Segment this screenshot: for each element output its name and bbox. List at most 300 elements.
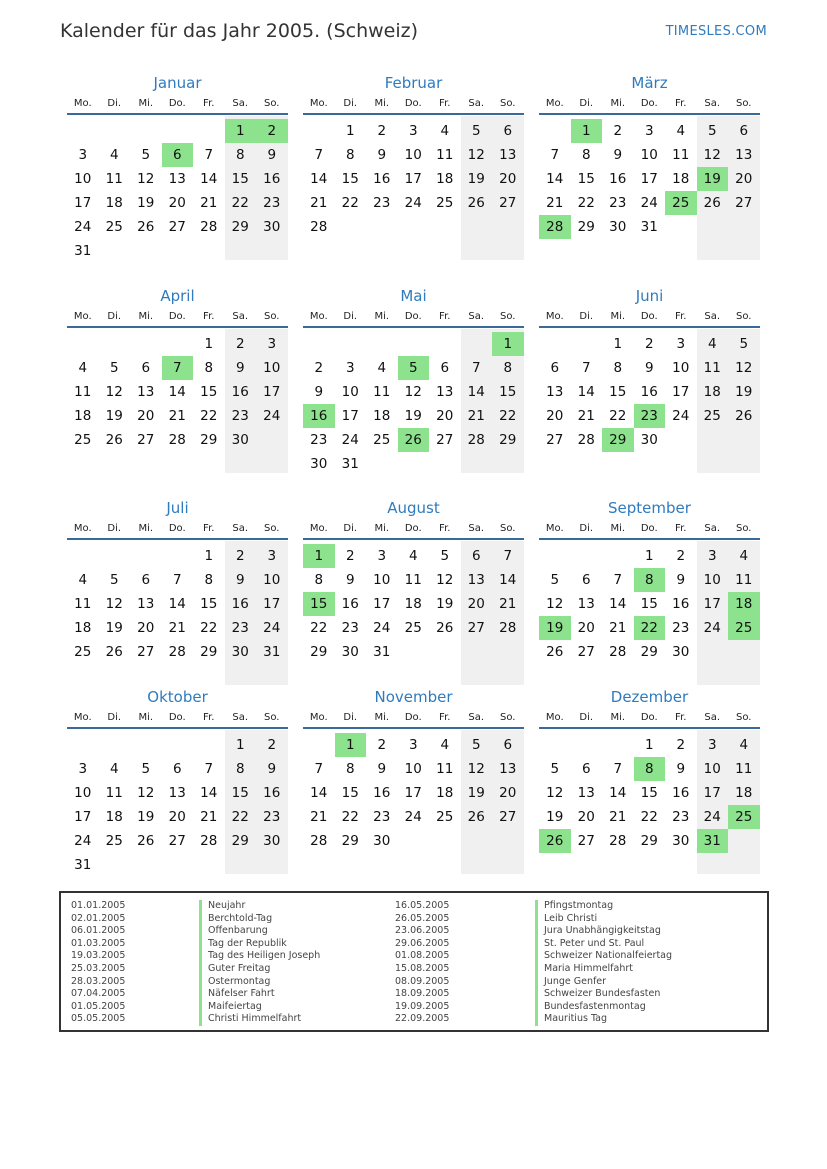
day-cell: 28 [310, 219, 328, 235]
day-cell: 3 [267, 548, 277, 564]
day-cell: 9 [676, 572, 686, 588]
header-rule [303, 113, 524, 115]
weekday-header: Sa. [468, 523, 485, 534]
day-cell: 8 [503, 360, 513, 376]
day-cell: 3 [408, 123, 418, 139]
day-cell: 20 [577, 620, 595, 636]
day-cell: 2 [644, 336, 654, 352]
day-cell: 5 [440, 548, 450, 564]
legend-date: 19.03.2005 [71, 950, 126, 962]
day-cell: 21 [200, 809, 218, 825]
day-cell: 5 [471, 123, 481, 139]
holiday-day-cell: 28 [539, 215, 571, 239]
day-cell: 18 [373, 408, 391, 424]
day-cell: 7 [172, 572, 182, 588]
weekday-header: Fr. [203, 712, 215, 723]
day-cell: 29 [640, 644, 658, 660]
day-cell: 1 [613, 336, 623, 352]
day-cell: 5 [707, 123, 717, 139]
holiday-day-cell: 18 [728, 592, 760, 616]
day-cell: 14 [200, 785, 218, 801]
day-cell: 12 [137, 171, 155, 187]
day-cell: 9 [267, 147, 277, 163]
weekday-header: So. [264, 98, 280, 109]
month-calendar [303, 498, 524, 688]
weekday-header: Sa. [232, 311, 249, 322]
holiday-day-cell: 1 [492, 332, 524, 356]
day-cell: 29 [200, 432, 218, 448]
weekday-header: Di. [579, 98, 594, 109]
weekday-header: Fr. [439, 98, 451, 109]
weekday-header: Sa. [704, 523, 721, 534]
weekday-header: Mo. [309, 712, 328, 723]
day-cell: 14 [467, 384, 485, 400]
holiday-day-cell: 23 [634, 404, 666, 428]
day-cell: 13 [436, 384, 454, 400]
day-cell: 16 [373, 171, 391, 187]
day-cell: 19 [137, 809, 155, 825]
day-cell: 20 [168, 809, 186, 825]
holiday-day-cell: 25 [665, 191, 697, 215]
day-cell: 17 [373, 596, 391, 612]
day-cell: 12 [436, 572, 454, 588]
legend-date: 01.08.2005 [395, 950, 450, 962]
day-cell: 29 [231, 219, 249, 235]
day-cell: 23 [231, 408, 249, 424]
weekday-header: So. [500, 523, 516, 534]
day-cell: 23 [263, 809, 281, 825]
month-name: November [374, 688, 453, 706]
day-cell: 11 [672, 147, 690, 163]
weekday-header: Fr. [203, 311, 215, 322]
day-cell: 1 [644, 548, 654, 564]
day-cell: 4 [78, 360, 88, 376]
day-cell: 13 [546, 384, 564, 400]
day-cell: 10 [703, 572, 721, 588]
legend-date: 01.05.2005 [71, 1000, 126, 1012]
day-cell: 22 [499, 408, 517, 424]
day-cell: 17 [404, 785, 422, 801]
legend-holiday-name: Näfelser Fahrt [199, 988, 320, 1001]
holiday-day-cell: 8 [634, 757, 666, 781]
day-cell: 27 [735, 195, 753, 211]
day-cell: 24 [74, 833, 92, 849]
day-cell: 21 [168, 408, 186, 424]
day-cell: 14 [499, 572, 517, 588]
legend-holiday-name: Christi Himmelfahrt [199, 1013, 320, 1026]
day-cell: 24 [263, 620, 281, 636]
month-name: Juni [635, 287, 664, 305]
day-cell: 6 [471, 548, 481, 564]
holiday-legend [59, 891, 769, 1032]
day-cell: 15 [640, 596, 658, 612]
day-cell: 25 [74, 644, 92, 660]
day-cell: 8 [235, 761, 245, 777]
weekday-header: Mo. [545, 311, 564, 322]
day-cell: 13 [499, 147, 517, 163]
day-cell: 1 [204, 548, 214, 564]
month-name: August [387, 499, 440, 517]
day-cell: 14 [200, 171, 218, 187]
day-cell: 28 [168, 644, 186, 660]
weekday-header: Do. [404, 311, 422, 322]
day-cell: 18 [105, 809, 123, 825]
weekday-header: Di. [107, 523, 122, 534]
day-cell: 5 [141, 147, 151, 163]
day-cell: 28 [168, 432, 186, 448]
day-cell: 22 [609, 408, 627, 424]
legend-holiday-name: St. Peter und St. Paul [535, 938, 672, 951]
header-rule [303, 326, 524, 328]
weekday-header: Mo. [73, 311, 92, 322]
weekday-header: Mo. [309, 98, 328, 109]
day-cell: 22 [577, 195, 595, 211]
weekday-header: Do. [168, 712, 186, 723]
holiday-day-cell: 1 [571, 119, 603, 143]
day-cell: 16 [263, 785, 281, 801]
day-cell: 30 [231, 644, 249, 660]
header-rule [67, 326, 288, 328]
day-cell: 22 [341, 809, 359, 825]
day-cell: 9 [235, 360, 245, 376]
day-cell: 4 [408, 548, 418, 564]
day-cell: 14 [168, 384, 186, 400]
day-cell: 29 [640, 833, 658, 849]
day-cell: 11 [74, 596, 92, 612]
weekday-header: Sa. [468, 98, 485, 109]
day-cell: 15 [200, 384, 218, 400]
weekday-header: Sa. [704, 712, 721, 723]
day-cell: 14 [609, 596, 627, 612]
day-cell: 25 [436, 809, 454, 825]
day-cell: 18 [404, 596, 422, 612]
day-cell: 10 [74, 785, 92, 801]
weekday-header: So. [264, 523, 280, 534]
day-cell: 17 [341, 408, 359, 424]
day-cell: 11 [404, 572, 422, 588]
day-cell: 30 [609, 219, 627, 235]
month-calendar [67, 286, 288, 476]
day-cell: 24 [263, 408, 281, 424]
holiday-day-cell: 6 [162, 143, 194, 167]
day-cell: 21 [310, 195, 328, 211]
day-cell: 26 [137, 219, 155, 235]
day-cell: 28 [200, 833, 218, 849]
day-cell: 31 [640, 219, 658, 235]
weekday-header: So. [736, 712, 752, 723]
day-cell: 27 [577, 644, 595, 660]
day-cell: 19 [105, 408, 123, 424]
weekday-header: So. [736, 98, 752, 109]
day-cell: 3 [78, 761, 88, 777]
day-cell: 2 [235, 336, 245, 352]
weekday-header: Fr. [203, 523, 215, 534]
day-cell: 6 [581, 761, 591, 777]
day-cell: 2 [345, 548, 355, 564]
weekday-header: Mi. [610, 712, 626, 723]
weekday-header: Fr. [439, 712, 451, 723]
day-cell: 28 [310, 833, 328, 849]
day-cell: 3 [377, 548, 387, 564]
day-cell: 3 [408, 737, 418, 753]
day-cell: 7 [314, 761, 324, 777]
day-cell: 16 [640, 384, 658, 400]
day-cell: 27 [137, 432, 155, 448]
day-cell: 21 [577, 408, 595, 424]
legend-date: 15.08.2005 [395, 962, 450, 974]
day-cell: 12 [546, 785, 564, 801]
day-cell: 20 [137, 408, 155, 424]
day-cell: 21 [499, 596, 517, 612]
day-cell: 9 [377, 761, 387, 777]
day-cell: 9 [314, 384, 324, 400]
month-name: September [608, 499, 691, 517]
weekday-header: Fr. [439, 523, 451, 534]
holiday-day-cell: 1 [225, 119, 257, 143]
page-title: Kalender für das Jahr 2005. (Schweiz) [60, 20, 419, 42]
day-cell: 18 [105, 195, 123, 211]
weekday-header: Mo. [73, 523, 92, 534]
weekday-header: So. [500, 311, 516, 322]
day-cell: 24 [703, 620, 721, 636]
day-cell: 13 [499, 761, 517, 777]
day-cell: 2 [676, 737, 686, 753]
month-name: Mai [400, 287, 427, 305]
day-cell: 22 [200, 620, 218, 636]
day-cell: 4 [440, 737, 450, 753]
legend-holiday-name: Schweizer Nationalfeiertag [535, 950, 672, 963]
day-cell: 10 [703, 761, 721, 777]
day-cell: 20 [436, 408, 454, 424]
legend-holiday-name: Junge Genfer [535, 976, 672, 989]
weekday-header: Mo. [309, 523, 328, 534]
day-cell: 1 [235, 737, 245, 753]
weekday-header: Di. [343, 311, 358, 322]
day-cell: 3 [707, 737, 717, 753]
holiday-day-cell: 8 [634, 568, 666, 592]
day-cell: 23 [231, 620, 249, 636]
legend-date: 08.09.2005 [395, 975, 450, 987]
legend-date: 01.01.2005 [71, 900, 126, 911]
header-rule [303, 538, 524, 540]
day-cell: 28 [577, 432, 595, 448]
legend-holiday-name: Leib Christi [535, 913, 672, 926]
weekday-header: Mo. [73, 712, 92, 723]
day-cell: 15 [231, 171, 249, 187]
day-cell: 17 [74, 809, 92, 825]
day-cell: 18 [672, 171, 690, 187]
day-cell: 6 [739, 123, 749, 139]
day-cell: 9 [235, 572, 245, 588]
weekday-header: Mi. [374, 98, 390, 109]
holiday-day-cell: 31 [697, 829, 729, 853]
day-cell: 5 [109, 360, 119, 376]
day-cell: 13 [577, 596, 595, 612]
month-calendar [539, 73, 760, 263]
day-cell: 26 [467, 195, 485, 211]
weekday-header: Mo. [73, 98, 92, 109]
day-cell: 23 [672, 809, 690, 825]
legend-date: 19.09.2005 [395, 1000, 450, 1012]
day-cell: 28 [609, 833, 627, 849]
day-cell: 3 [267, 336, 277, 352]
day-cell: 9 [644, 360, 654, 376]
day-cell: 8 [613, 360, 623, 376]
day-cell: 26 [546, 644, 564, 660]
day-cell: 11 [373, 384, 391, 400]
month-calendar [303, 286, 524, 476]
day-cell: 6 [172, 761, 182, 777]
day-cell: 29 [577, 219, 595, 235]
day-cell: 7 [550, 147, 560, 163]
holiday-day-cell: 15 [303, 592, 335, 616]
weekday-header: Di. [343, 98, 358, 109]
day-cell: 26 [735, 408, 753, 424]
header-rule [67, 113, 288, 115]
day-cell: 24 [404, 195, 422, 211]
day-cell: 7 [314, 147, 324, 163]
day-cell: 21 [168, 620, 186, 636]
day-cell: 12 [467, 761, 485, 777]
day-cell: 26 [105, 644, 123, 660]
day-cell: 23 [263, 195, 281, 211]
day-cell: 24 [404, 809, 422, 825]
day-cell: 18 [703, 384, 721, 400]
legend-date: 05.05.2005 [71, 1013, 126, 1025]
day-cell: 12 [404, 384, 422, 400]
day-cell: 11 [436, 147, 454, 163]
weekday-header: So. [736, 523, 752, 534]
day-cell: 20 [499, 171, 517, 187]
legend-date: 06.01.2005 [71, 925, 126, 937]
day-cell: 12 [546, 596, 564, 612]
day-cell: 11 [735, 572, 753, 588]
weekday-header: Sa. [468, 311, 485, 322]
day-cell: 5 [141, 761, 151, 777]
weekday-header: Do. [404, 712, 422, 723]
weekday-header: Mi. [374, 712, 390, 723]
day-cell: 22 [640, 809, 658, 825]
weekday-header: Mi. [610, 311, 626, 322]
day-cell: 10 [373, 572, 391, 588]
day-cell: 7 [613, 761, 623, 777]
day-cell: 23 [373, 195, 391, 211]
day-cell: 28 [609, 644, 627, 660]
day-cell: 27 [436, 432, 454, 448]
day-cell: 11 [105, 171, 123, 187]
header-rule [539, 727, 760, 729]
day-cell: 4 [676, 123, 686, 139]
month-calendar [67, 498, 288, 688]
day-cell: 30 [672, 833, 690, 849]
legend-holiday-name: Mauritius Tag [535, 1013, 672, 1026]
month-calendar [539, 687, 760, 877]
day-cell: 20 [546, 408, 564, 424]
weekday-header: Mi. [138, 98, 154, 109]
day-cell: 18 [735, 785, 753, 801]
day-cell: 23 [672, 620, 690, 636]
day-cell: 16 [341, 596, 359, 612]
day-cell: 26 [105, 432, 123, 448]
day-cell: 18 [74, 620, 92, 636]
day-cell: 3 [644, 123, 654, 139]
day-cell: 4 [109, 761, 119, 777]
day-cell: 31 [263, 644, 281, 660]
day-cell: 14 [310, 785, 328, 801]
day-cell: 5 [471, 737, 481, 753]
weekday-header: Di. [107, 712, 122, 723]
day-cell: 22 [341, 195, 359, 211]
day-cell: 7 [204, 147, 214, 163]
day-cell: 4 [739, 737, 749, 753]
day-cell: 4 [707, 336, 717, 352]
weekday-header: Di. [343, 712, 358, 723]
weekday-header: Di. [579, 311, 594, 322]
weekday-header: Do. [168, 311, 186, 322]
weekday-header: Sa. [232, 712, 249, 723]
day-cell: 19 [467, 171, 485, 187]
day-cell: 10 [263, 360, 281, 376]
legend-holiday-name: Maria Himmelfahrt [535, 963, 672, 976]
month-calendar [539, 498, 760, 688]
day-cell: 14 [577, 384, 595, 400]
day-cell: 20 [467, 596, 485, 612]
legend-holiday-name: Neujahr [199, 900, 320, 913]
day-cell: 27 [168, 219, 186, 235]
holiday-day-cell: 19 [539, 616, 571, 640]
day-cell: 25 [404, 620, 422, 636]
day-cell: 14 [546, 171, 564, 187]
day-cell: 2 [613, 123, 623, 139]
day-cell: 26 [436, 620, 454, 636]
day-cell: 2 [235, 548, 245, 564]
day-cell: 11 [436, 761, 454, 777]
legend-dates-right [395, 900, 449, 1026]
day-cell: 6 [503, 123, 513, 139]
brand-link[interactable]: TIMESLES.COM [665, 24, 767, 39]
day-cell: 13 [577, 785, 595, 801]
day-cell: 11 [105, 785, 123, 801]
day-cell: 20 [137, 620, 155, 636]
day-cell: 15 [200, 596, 218, 612]
day-cell: 28 [467, 432, 485, 448]
holiday-day-cell: 29 [602, 428, 634, 452]
day-cell: 22 [200, 408, 218, 424]
day-cell: 30 [310, 456, 328, 472]
day-cell: 13 [137, 596, 155, 612]
weekday-header: Di. [579, 523, 594, 534]
day-cell: 23 [310, 432, 328, 448]
day-cell: 14 [168, 596, 186, 612]
holiday-day-cell: 7 [162, 356, 194, 380]
day-cell: 16 [231, 596, 249, 612]
day-cell: 7 [503, 548, 513, 564]
legend-date: 29.06.2005 [395, 937, 450, 949]
holiday-day-cell: 1 [335, 733, 367, 757]
day-cell: 22 [310, 620, 328, 636]
day-cell: 18 [436, 785, 454, 801]
legend-names-right [535, 900, 672, 1026]
day-cell: 2 [314, 360, 324, 376]
weekday-header: Mo. [545, 523, 564, 534]
legend-holiday-name: Tag der Republik [199, 938, 320, 951]
day-cell: 25 [436, 195, 454, 211]
day-cell: 9 [267, 761, 277, 777]
day-cell: 6 [550, 360, 560, 376]
day-cell: 31 [74, 857, 92, 873]
month-calendar [303, 73, 524, 263]
holiday-day-cell: 26 [398, 428, 430, 452]
